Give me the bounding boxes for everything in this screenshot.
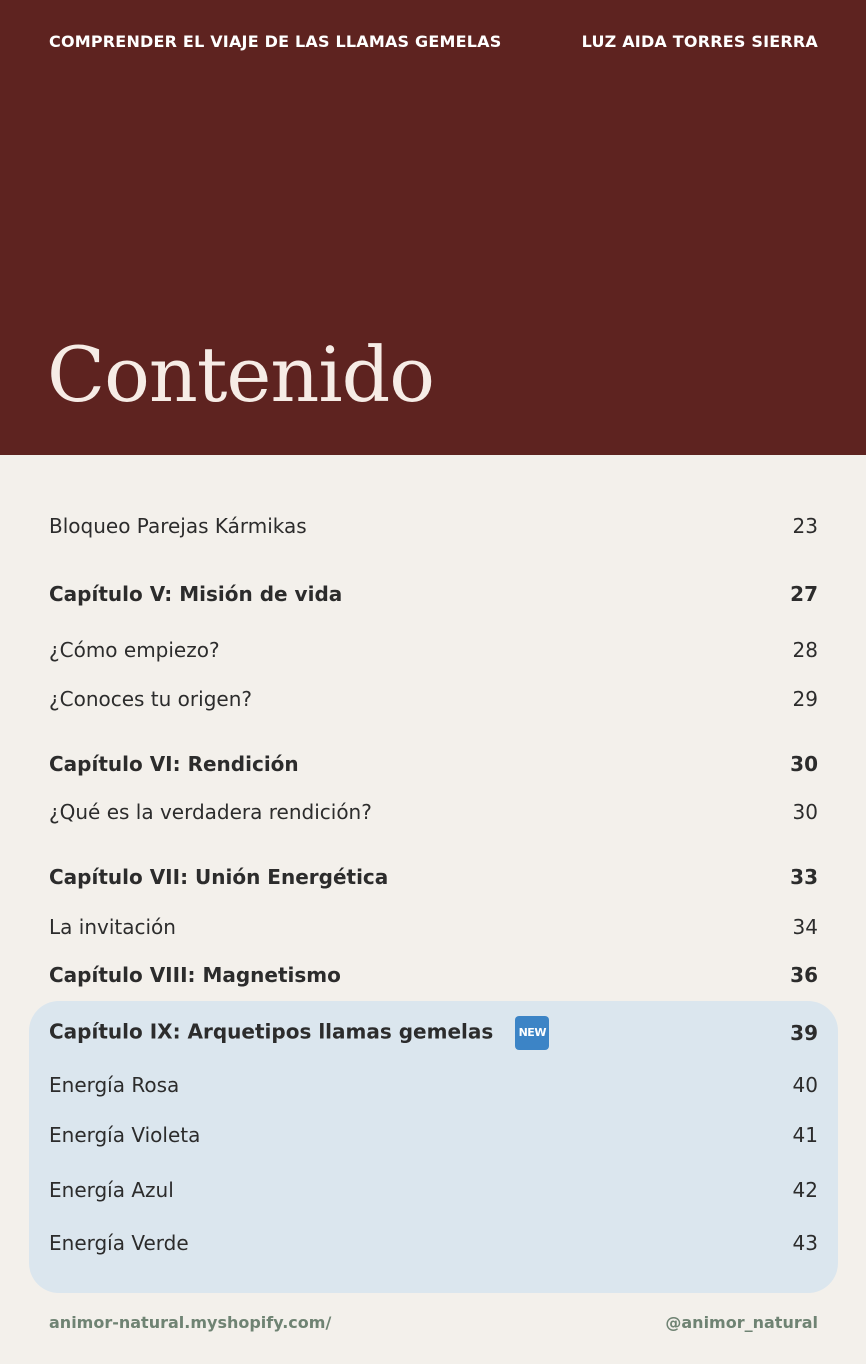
book-title: COMPRENDER EL VIAJE DE LAS LLAMAS GEMELAS [49, 32, 502, 51]
toc-entry[interactable] [49, 514, 818, 538]
toc-chapter-page: 33 [790, 865, 818, 889]
toc-chapter-label-wrap [49, 1016, 549, 1050]
toc-entry-page: 23 [792, 514, 818, 538]
toc-chapter-page: 30 [790, 752, 818, 776]
toc-entry-label: ¿Cómo empiezo? [49, 638, 220, 662]
toc-entry-page: 42 [792, 1178, 818, 1202]
toc-chapter-label: Capítulo V: Misión de vida [49, 582, 343, 606]
toc-chapter-page: 39 [790, 1021, 818, 1045]
toc-chapter-label: Capítulo VIII: Magnetismo [49, 963, 341, 987]
header-banner [0, 0, 866, 455]
toc-entry-label: Energía Azul [49, 1178, 174, 1202]
toc-entry[interactable] [49, 915, 818, 939]
toc-chapter[interactable] [49, 1016, 818, 1050]
toc-chapter-label: Capítulo VI: Rendición [49, 752, 299, 776]
new-badge-icon: NEW [515, 1016, 549, 1050]
toc-chapter-page: 27 [790, 582, 818, 606]
toc-chapter[interactable] [49, 582, 818, 606]
toc-entry-page: 41 [792, 1123, 818, 1147]
toc-entry-label: ¿Conoces tu origen? [49, 687, 252, 711]
toc-chapter[interactable] [49, 865, 818, 889]
toc-entry[interactable] [49, 800, 818, 824]
page-title: Contenido [47, 330, 435, 419]
toc-entry-label: La invitación [49, 915, 176, 939]
toc-entry-label: ¿Qué es la verdadera rendición? [49, 800, 372, 824]
toc-entry-page: 40 [792, 1073, 818, 1097]
footer [49, 1313, 818, 1332]
toc-chapter[interactable] [49, 752, 818, 776]
toc-entry[interactable] [49, 1123, 818, 1147]
toc-entry-page: 43 [792, 1231, 818, 1255]
toc-entry-label: Energía Verde [49, 1231, 189, 1255]
toc-entry-label: Energía Rosa [49, 1073, 180, 1097]
toc-entry-page: 30 [792, 800, 818, 824]
footer-website-link[interactable]: animor-natural.myshopify.com/ [49, 1313, 332, 1332]
toc-entry-page: 29 [792, 687, 818, 711]
toc-entry-page: 34 [792, 915, 818, 939]
toc-entry-label: Energía Violeta [49, 1123, 201, 1147]
toc-entry-page: 28 [792, 638, 818, 662]
toc-entry[interactable] [49, 1178, 818, 1202]
toc-entry[interactable] [49, 1231, 818, 1255]
toc-chapter[interactable] [49, 963, 818, 987]
footer-social-handle[interactable]: @animor_natural [665, 1313, 818, 1332]
toc-chapter-page: 36 [790, 963, 818, 987]
toc-entry[interactable] [49, 687, 818, 711]
author-name: LUZ AIDA TORRES SIERRA [581, 32, 818, 51]
toc-entry-label: Bloqueo Parejas Kármikas [49, 514, 307, 538]
header-top-bar [49, 32, 818, 51]
toc-entry[interactable] [49, 638, 818, 662]
toc-chapter-label: Capítulo IX: Arquetipos llamas gemelas [49, 1019, 494, 1044]
toc-entry[interactable] [49, 1073, 818, 1097]
toc-chapter-label: Capítulo VII: Unión Energética [49, 865, 389, 889]
